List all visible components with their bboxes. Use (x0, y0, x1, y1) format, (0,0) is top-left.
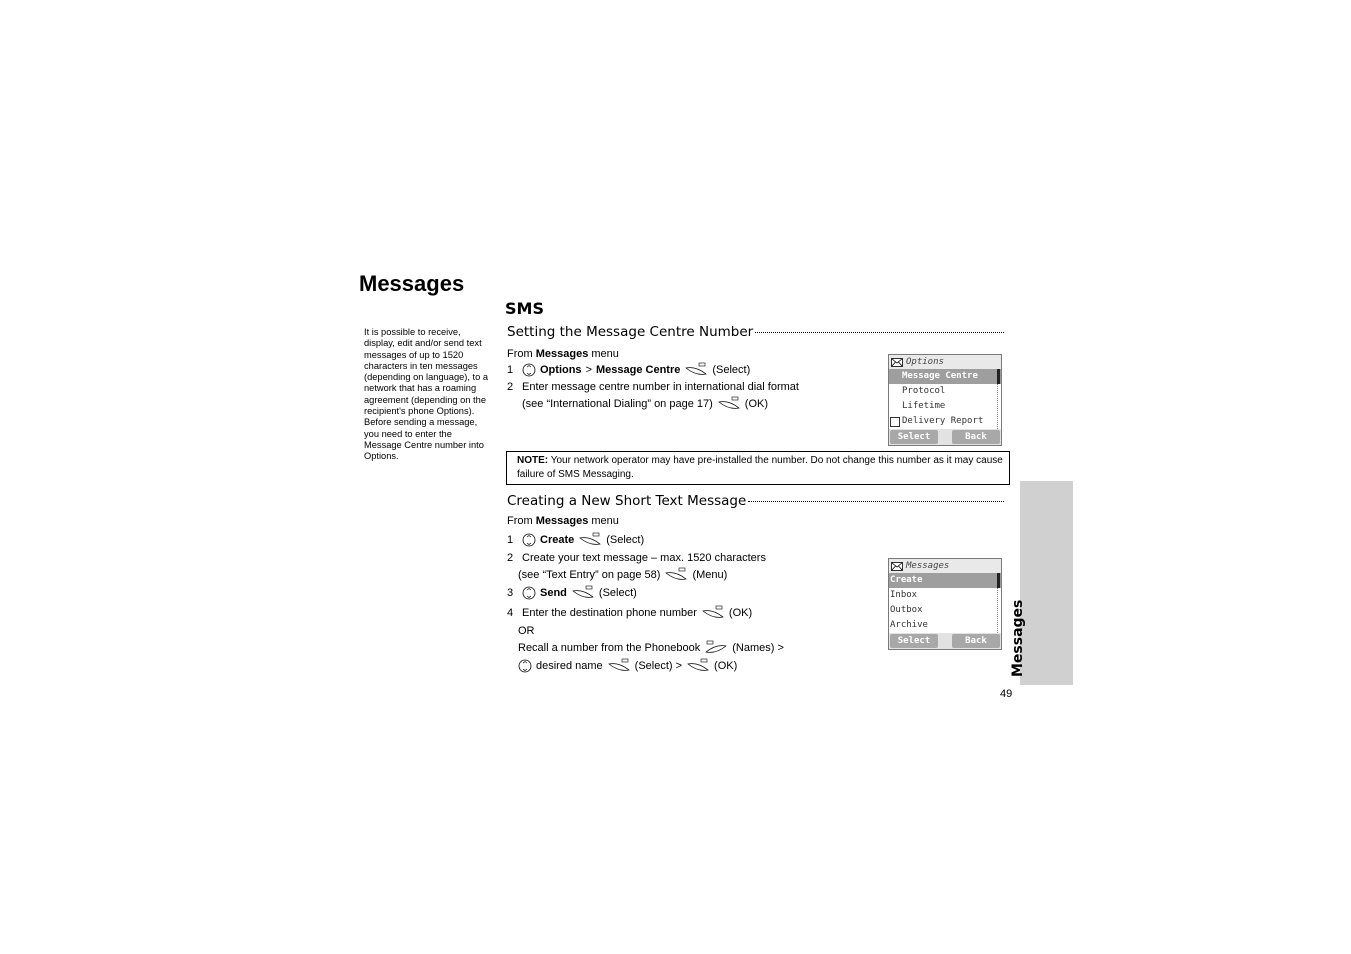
step-action: (Select) (606, 533, 645, 546)
step-row (507, 362, 750, 378)
step-action: (OK) (728, 606, 753, 619)
step-continuation (518, 567, 727, 583)
screen-menu-item[interactable]: Message Centre (889, 369, 1001, 384)
section-title: SMS (505, 299, 544, 318)
nav-key-icon (522, 586, 536, 600)
from-menu-line (507, 348, 619, 361)
chapter-side-tab: Messages (1020, 481, 1073, 685)
soft-key-select[interactable]: Select (890, 634, 938, 648)
step-option: Options (540, 363, 582, 376)
step-or: OR (518, 625, 535, 637)
step-continuation (522, 396, 768, 412)
screen-menu-item[interactable]: Outbox (889, 603, 1001, 618)
step-reference: (see “International Dialing” on page 17) (522, 397, 713, 410)
step-number: 1 (507, 363, 514, 376)
from-suffix: menu (588, 515, 619, 527)
checkbox-icon[interactable] (890, 417, 900, 427)
soft-key-icon (578, 532, 602, 548)
soft-key-back[interactable]: Back (952, 430, 1000, 444)
step-text: Create your text message – max. 1520 characters (522, 552, 766, 564)
soft-key-icon (717, 396, 741, 412)
screen-menu-list (889, 369, 1001, 429)
sidebar-note: It is possible to receive, display, edit and/or send text messages of up to 1520 characters in ten messages (depending on language), to a network that has a roaming agreement (depending on the recipient's phone Options). Before sending a message, you need to enter the Message Centre number into Options. (364, 327, 489, 462)
screen-menu-item[interactable]: Protocol (889, 384, 1001, 399)
screen-title: Messages (906, 561, 950, 571)
phone-screen-messages (888, 558, 1002, 650)
soft-key-icon (701, 605, 725, 621)
step-reference: (see “Text Entry” on page 58) (518, 568, 661, 581)
step-action: (Select) (712, 363, 751, 376)
step-text: desired name (536, 659, 603, 672)
step-row (507, 552, 766, 565)
soft-key-bar (889, 633, 1001, 649)
from-menu-name: Messages (535, 348, 589, 360)
step-continuation (518, 658, 737, 674)
screen-title-bar (889, 355, 1001, 369)
step-number: 4 (507, 606, 514, 619)
step-text: Recall a number from the Phonebook (518, 641, 701, 654)
soft-key-bar (889, 429, 1001, 445)
nav-key-icon (518, 659, 532, 673)
soft-key-icon (607, 658, 631, 674)
step-number: 2 (507, 381, 514, 393)
step-row (507, 381, 799, 394)
screen-menu-item[interactable]: Archive (889, 618, 1001, 633)
soft-key-icon (704, 640, 728, 656)
step-text: Enter message centre number in international dial format (522, 381, 799, 393)
envelope-icon (891, 358, 903, 367)
soft-key-icon (664, 567, 688, 583)
section-heading-message-centre (507, 324, 1004, 340)
soft-key-icon (684, 362, 708, 378)
phone-screen-options (888, 354, 1002, 446)
scrollbar-thumb[interactable] (997, 369, 1000, 384)
soft-key-icon (571, 585, 595, 601)
step-item: Send (540, 586, 567, 599)
step-row (507, 605, 752, 621)
from-menu-name: Messages (535, 515, 589, 527)
from-suffix: menu (588, 348, 619, 360)
from-prefix: From (507, 515, 536, 527)
note-text: Your network operator may have pre-installed the number. Do not change this number as it may cause failure of SMS Messaging. (517, 455, 1003, 480)
scrollbar[interactable] (997, 369, 1000, 429)
step-number: 3 (507, 586, 514, 599)
screen-menu-item[interactable]: Create (889, 573, 1001, 588)
section-heading-new-message (507, 493, 1004, 509)
screen-menu-item[interactable]: Inbox (889, 588, 1001, 603)
nav-key-icon (522, 533, 536, 547)
step-separator: > (585, 363, 592, 376)
screen-title: Options (906, 357, 944, 367)
scrollbar-thumb[interactable] (997, 573, 1000, 588)
step-row (507, 532, 644, 548)
from-prefix: From (507, 348, 536, 360)
page-number: 49 (1000, 688, 1013, 700)
section-heading-text: Creating a New Short Text Message (507, 493, 747, 509)
soft-key-icon (686, 658, 710, 674)
step-action: (Select) > (634, 659, 683, 672)
soft-key-select[interactable]: Select (890, 430, 938, 444)
step-action: (OK) (744, 397, 769, 410)
note-box (506, 451, 1010, 485)
step-text: Enter the destination phone number (522, 606, 697, 619)
step-action: (Menu) (692, 568, 728, 581)
screen-menu-item[interactable] (889, 414, 1001, 429)
step-number: 1 (507, 533, 514, 546)
nav-key-icon (522, 363, 536, 377)
from-menu-line (507, 515, 619, 528)
dot-leader (755, 331, 1004, 333)
step-row (507, 585, 637, 601)
step-action: (Names) > (732, 641, 784, 654)
step-action: (Select) (598, 586, 637, 599)
step-action: (OK) (714, 659, 738, 672)
screen-menu-item[interactable]: Lifetime (889, 399, 1001, 414)
dot-leader (748, 500, 1004, 502)
page-title: Messages (359, 271, 465, 296)
scrollbar[interactable] (997, 573, 1000, 633)
screen-menu-list (889, 573, 1001, 633)
step-item: Create (540, 533, 575, 546)
screen-menu-item-label: Delivery Report (902, 416, 984, 426)
step-number: 2 (507, 552, 514, 564)
envelope-icon (891, 562, 903, 571)
step-continuation (518, 640, 784, 656)
screen-title-bar (889, 559, 1001, 573)
section-heading-text: Setting the Message Centre Number (507, 324, 754, 340)
step-item: Message Centre (596, 363, 681, 376)
soft-key-back[interactable]: Back (952, 634, 1000, 648)
note-label: NOTE: (517, 455, 549, 466)
